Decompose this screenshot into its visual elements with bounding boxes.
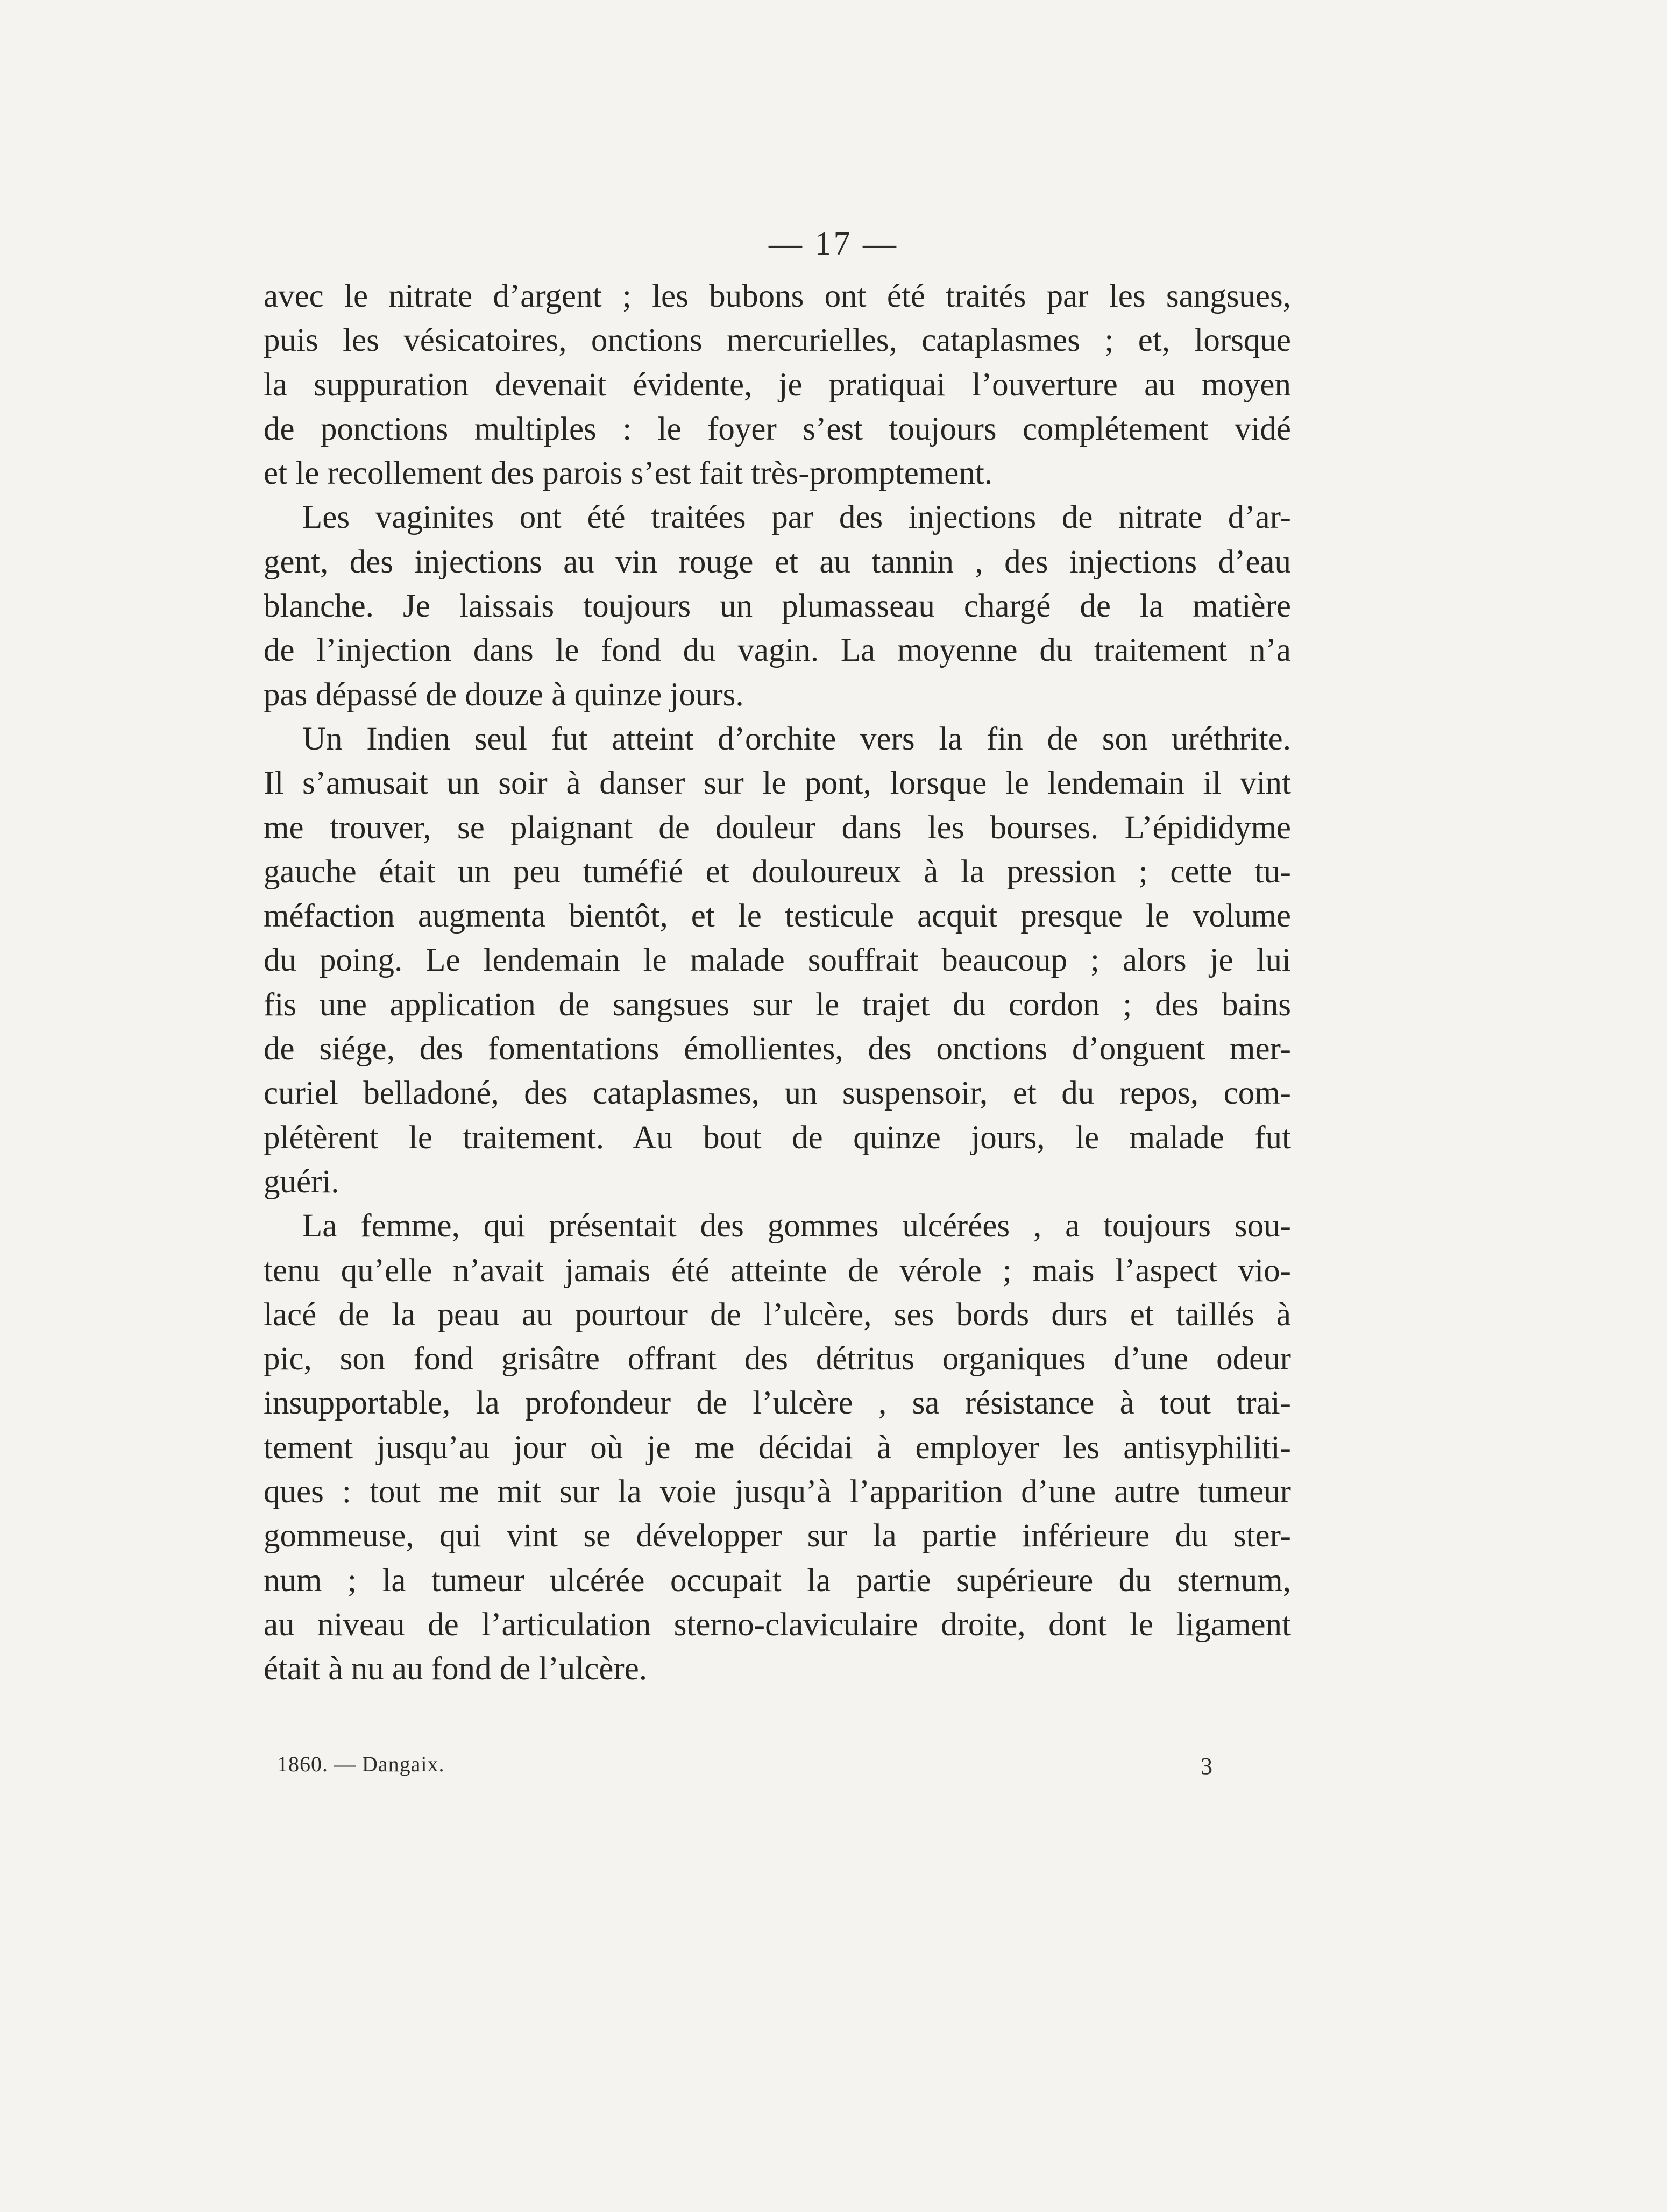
text-line: Un Indien seul fut atteint d’orchite vers la fin de son uréthrite.	[302, 720, 1291, 757]
text-line: tenu qu’elle n’avait jamais été atteinte de vérole ; mais l’aspect vio-	[264, 1252, 1291, 1289]
page-number: — 17 —	[769, 225, 898, 262]
text-line: ques : tout me mit sur la voie jusqu’à l’apparition d’une autre tumeur	[264, 1474, 1291, 1510]
text-line: la suppuration devenait évidente, je pratiquai l’ouverture au moyen	[264, 366, 1291, 403]
text-line: pic, son fond grisâtre offrant des détritus organiques d’une odeur	[264, 1341, 1291, 1377]
text-line: gent, des injections au vin rouge et au tannin , des injections d’eau	[264, 543, 1291, 580]
text-line: plétèrent le traitement. Au bout de quinze jours, le malade fut	[264, 1119, 1291, 1156]
text-line: insupportable, la profondeur de l’ulcère , sa résistance à tout trai-	[264, 1385, 1291, 1422]
text-line: de ponctions multiples : le foyer s’est toujours complétement vidé	[264, 411, 1291, 447]
body-text	[264, 274, 1291, 1692]
text-line: lacé de la peau au pourtour de l’ulcère, ses bords durs et taillés à	[264, 1296, 1291, 1333]
text-line: Il s’amusait un soir à danser sur le pont, lorsque le lendemain il vint	[264, 765, 1291, 802]
text-line: et le recollement des parois s’est fait très-promptement.	[264, 455, 993, 492]
text-line: Les vaginites ont été traitées par des injections de nitrate d’ar-	[302, 499, 1291, 536]
text-line: pas dépassé de douze à quinze jours.	[264, 676, 744, 713]
text-line: de siége, des fomentations émollientes, des onctions d’onguent mer-	[264, 1031, 1291, 1068]
footer-sheet-number: 3	[1201, 1753, 1212, 1779]
text-line: avec le nitrate d’argent ; les bubons ont été traités par les sangsues,	[264, 278, 1291, 314]
footer-signature: 1860. — Dangaix.	[277, 1752, 445, 1776]
text-line: La femme, qui présentait des gommes ulcérées , a toujours sou-	[302, 1208, 1291, 1245]
text-line: gommeuse, qui vint se développer sur la partie inférieure du ster-	[264, 1518, 1291, 1554]
paragraph-3	[264, 717, 1291, 1204]
text-line: gauche était un peu tuméfié et douloureux à la pression ; cette tu-	[264, 853, 1291, 890]
paragraph-2	[264, 496, 1291, 717]
text-line: fis une application de sangsues sur le trajet du cordon ; des bains	[264, 986, 1291, 1023]
text-line: blanche. Je laissais toujours un plumasseau chargé de la matière	[264, 588, 1291, 625]
text-line: curiel belladoné, des cataplasmes, un suspensoir, et du repos, com-	[264, 1075, 1291, 1112]
text-line: puis les vésicatoires, onctions mercurielles, cataplasmes ; et, lorsque	[264, 322, 1291, 359]
text-line: me trouver, se plaignant de douleur dans les bourses. L’épididyme	[264, 809, 1291, 846]
paragraph-1	[264, 274, 1291, 496]
text-line: guéri.	[264, 1163, 339, 1200]
text-line: num ; la tumeur ulcérée occupait la partie supérieure du sternum,	[264, 1562, 1291, 1599]
text-line: méfaction augmenta bientôt, et le testicule acquit presque le volume	[264, 898, 1291, 935]
text-line: était à nu au fond de l’ulcère.	[264, 1651, 648, 1687]
text-line: de l’injection dans le fond du vagin. La moyenne du traitement n’a	[264, 632, 1291, 669]
text-line: au niveau de l’articulation sterno-claviculaire droite, dont le ligament	[264, 1606, 1291, 1643]
paragraph-4	[264, 1204, 1291, 1691]
text-line: du poing. Le lendemain le malade souffrait beaucoup ; alors je lui	[264, 942, 1291, 979]
text-line: tement jusqu’au jour où je me décidai à employer les antisyphiliti-	[264, 1429, 1291, 1466]
